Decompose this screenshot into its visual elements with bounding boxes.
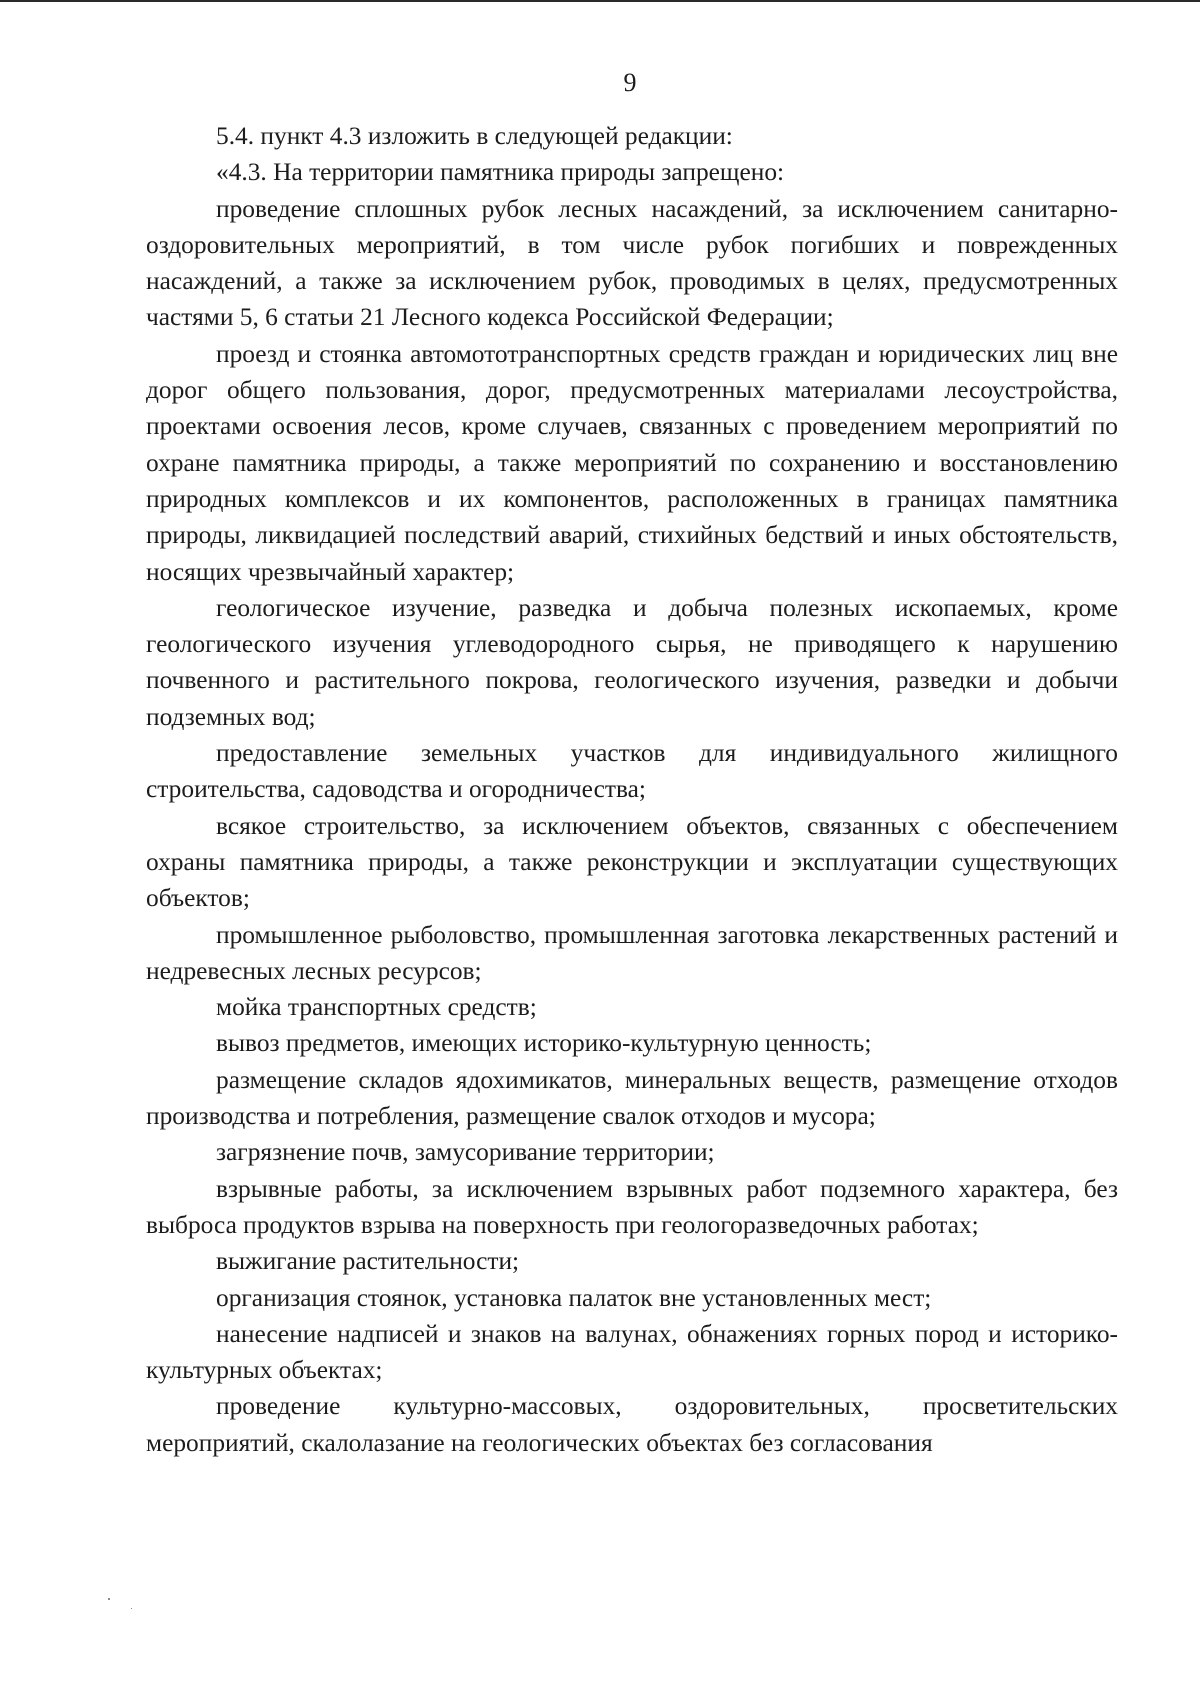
scan-speck [131, 1608, 132, 1609]
paragraph-prohibition-camping: организация стоянок, установка палаток вне установленных мест; [216, 1283, 932, 1312]
paragraph-prohibition-construction: всякое строительство, за исключением объектов, связанных с обеспечением охраны памятника природы, а также реконструкции и эксплуатации существующих объектов; [146, 811, 1118, 913]
page-top-edge-rule [0, 0, 1200, 2]
paragraph-prohibition-pollution: загрязнение почв, замусоривание территории; [216, 1138, 715, 1167]
paragraph-prohibition-graffiti: нанесение надписей и знаков на валунах, обнажениях горных пород и историко-культурных объектах; [146, 1319, 1118, 1385]
paragraph-amendment-intro: 5.4. пункт 4.3 изложить в следующей редакции: [216, 122, 733, 150]
paragraph-prohibition-clear-cutting: проведение сплошных рубок лесных насаждений, за исключением санитарно-оздоровительных мероприятий, в том числе рубок погибших и поврежденных насаждений, а также за исключением рубок, проводимых в целях, предусмотренных частями 5, 6 статьи 21 Лесного кодекса Российской Федерации; [146, 194, 1118, 332]
paragraph-prohibition-mass-events: проведение культурно-массовых, оздоровительных, просветительских мероприятий, скалолазание на геологических объектах без согласования [146, 1392, 1118, 1457]
paragraph-prohibition-vehicle-washing: мойка транспортных средств; [216, 993, 537, 1022]
paragraph-prohibition-burning: выжигание растительности; [216, 1247, 520, 1276]
paragraph-prohibition-land-plots: предоставление земельных участков для индивидуального жилищного строительства, садоводства и огородничества; [146, 739, 1118, 804]
page-number: 9 [623, 68, 637, 97]
paragraph-prohibition-heritage-removal: вывоз предметов, имеющих историко-культурную ценность; [216, 1029, 872, 1058]
scan-speck [108, 1598, 110, 1600]
paragraph-prohibition-vehicles: проезд и стоянка автомототранспортных средств граждан и юридических лиц вне дорог общего пользования, дорог, предусмотренных материалами лесоустройства, проектами освоения лесов, кроме случаев, связанных с проведением мероприятий по охране памятника природы, а также мероприятий по сохранению и восстановлению природных комплексов и их компонентов, расположенных в границах памятника природы, ликвидацией последствий аварий, стихийных бедствий и иных обстоятельств, носящих чрезвычайный характер; [146, 339, 1118, 586]
paragraph-prohibition-waste-storage: размещение складов ядохимикатов, минеральных веществ, размещение отходов производства и потребления, размещение свалок отходов и мусора; [146, 1065, 1118, 1131]
document-body [146, 118, 1118, 1461]
paragraph-prohibition-blasting: взрывные работы, за исключением взрывных работ подземного характера, без выброса продуктов взрыва на поверхность при геологоразведочных работах; [146, 1174, 1118, 1239]
paragraph-prohibition-industrial-harvest: промышленное рыболовство, промышленная заготовка лекарственных растений и недревесных лесных ресурсов; [146, 920, 1118, 985]
paragraph-prohibitions-heading: «4.3. На территории памятника природы запрещено: [216, 158, 785, 187]
paragraph-prohibition-geology: геологическое изучение, разведка и добыча полезных ископаемых, кроме геологического изучения углеводородного сырья, не приводящего к нарушению почвенного и растительного покрова, геологического изучения, разведки и добычи подземных вод; [146, 593, 1118, 731]
